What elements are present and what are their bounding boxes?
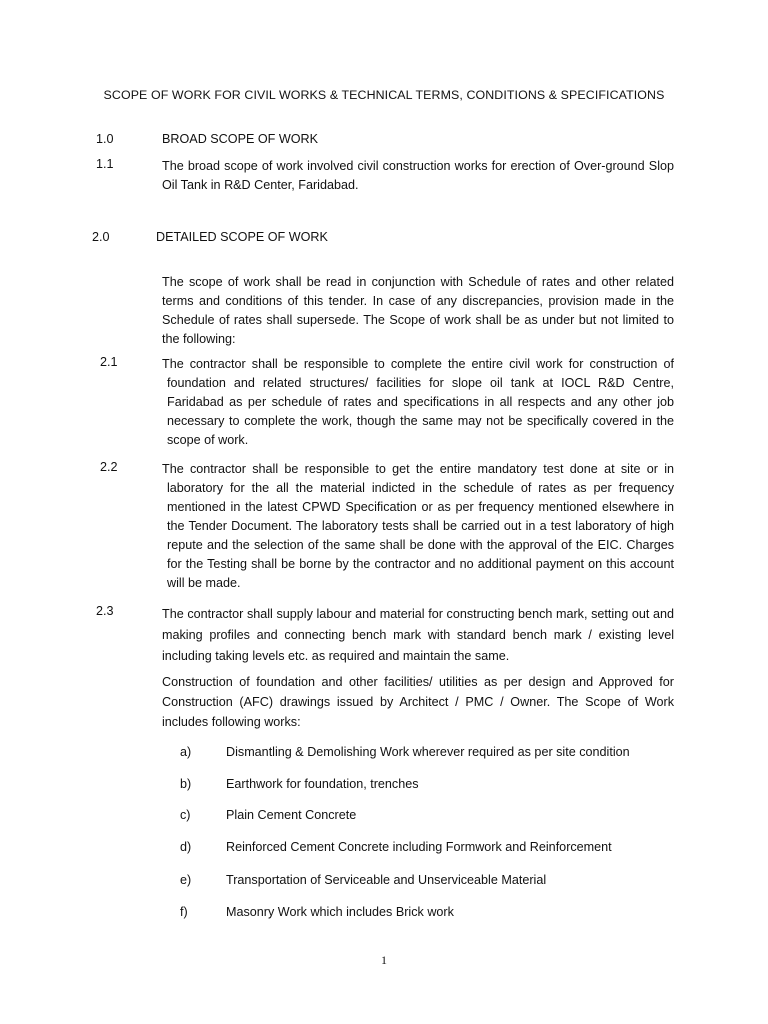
section-2-2-text: The contractor shall be responsible to get the entire mandatory test done at site or in laboratory for the all the material indicted in the schedule of rates as per frequency mentioned in the latest CPWD Specification or as per frequency mentioned elsewhere in the Tender Document. The laboratory tests shall be carried out in a test laboratory of high repute and the selection of the same shall be done with the approval of the EIC. Charges for the Testing shall be borne by the contractor and no additional payment on this account will be made. <box>162 462 674 590</box>
list-item-letter: b) <box>180 777 192 791</box>
section-2-intro: The scope of work shall be read in conjunction with Schedule of rates and other related terms and conditions of this tender. In case of any discrepancies, provision made in the Schedule of rates shall supersede. The Scope of work shall be as under but not limited to the following: <box>162 275 674 346</box>
section-1-number: 1.0 <box>96 132 114 146</box>
section-1-1-number: 1.1 <box>96 157 114 171</box>
section-2-number: 2.0 <box>92 230 110 244</box>
list-item-letter: f) <box>180 905 188 919</box>
list-item-text: Dismantling & Demolishing Work wherever required as per site condition <box>226 745 630 759</box>
list-item-text: Earthwork for foundation, trenches <box>226 777 419 791</box>
list-item-letter: e) <box>180 873 192 887</box>
section-2-1-text: The contractor shall be responsible to complete the entire civil work for construction of foundation and related structures/ facilities for slope oil tank at IOCL R&D Centre, Faridabad as per schedule of rates and specifications in all respects and any other job necessary to complete the work, though the same may not be specifically covered in the scope of work. <box>162 357 674 447</box>
list-item-text: Masonry Work which includes Brick work <box>226 905 454 919</box>
section-2-2-number: 2.2 <box>100 460 118 474</box>
list-item-text: Reinforced Cement Concrete including Formwork and Reinforcement <box>226 840 612 854</box>
list-item-text: Transportation of Serviceable and Unserviceable Material <box>226 873 547 887</box>
section-2-1-number: 2.1 <box>100 355 118 369</box>
list-item-letter: a) <box>180 745 192 759</box>
page-number: 1 <box>381 953 387 967</box>
section-1-heading: BROAD SCOPE OF WORK <box>162 132 319 146</box>
document-title: SCOPE OF WORK FOR CIVIL WORKS & TECHNICAL TERMS, CONDITIONS & SPECIFICATIONS <box>103 88 665 102</box>
construction-paragraph: Construction of foundation and other facilities/ utilities as per design and Approved for Construction (AFC) drawings issued by Architect / PMC / Owner. The Scope of Work includes following works: <box>162 675 674 729</box>
list-item-text: Plain Cement Concrete <box>226 808 357 822</box>
list-item-letter: d) <box>180 840 192 854</box>
list-item-letter: c) <box>180 808 191 822</box>
section-2-3-number: 2.3 <box>96 604 114 618</box>
section-1-1-text: The broad scope of work involved civil construction works for erection of Over-ground Slop Oil Tank in R&D Center, Faridabad. <box>162 159 674 192</box>
section-2-heading: DETAILED SCOPE OF WORK <box>156 230 328 244</box>
section-2-3-text: The contractor shall supply labour and material for constructing bench mark, setting out and making profiles and connecting bench mark with standard bench mark / existing level including taking levels etc. as required and maintain the same. <box>162 607 674 663</box>
